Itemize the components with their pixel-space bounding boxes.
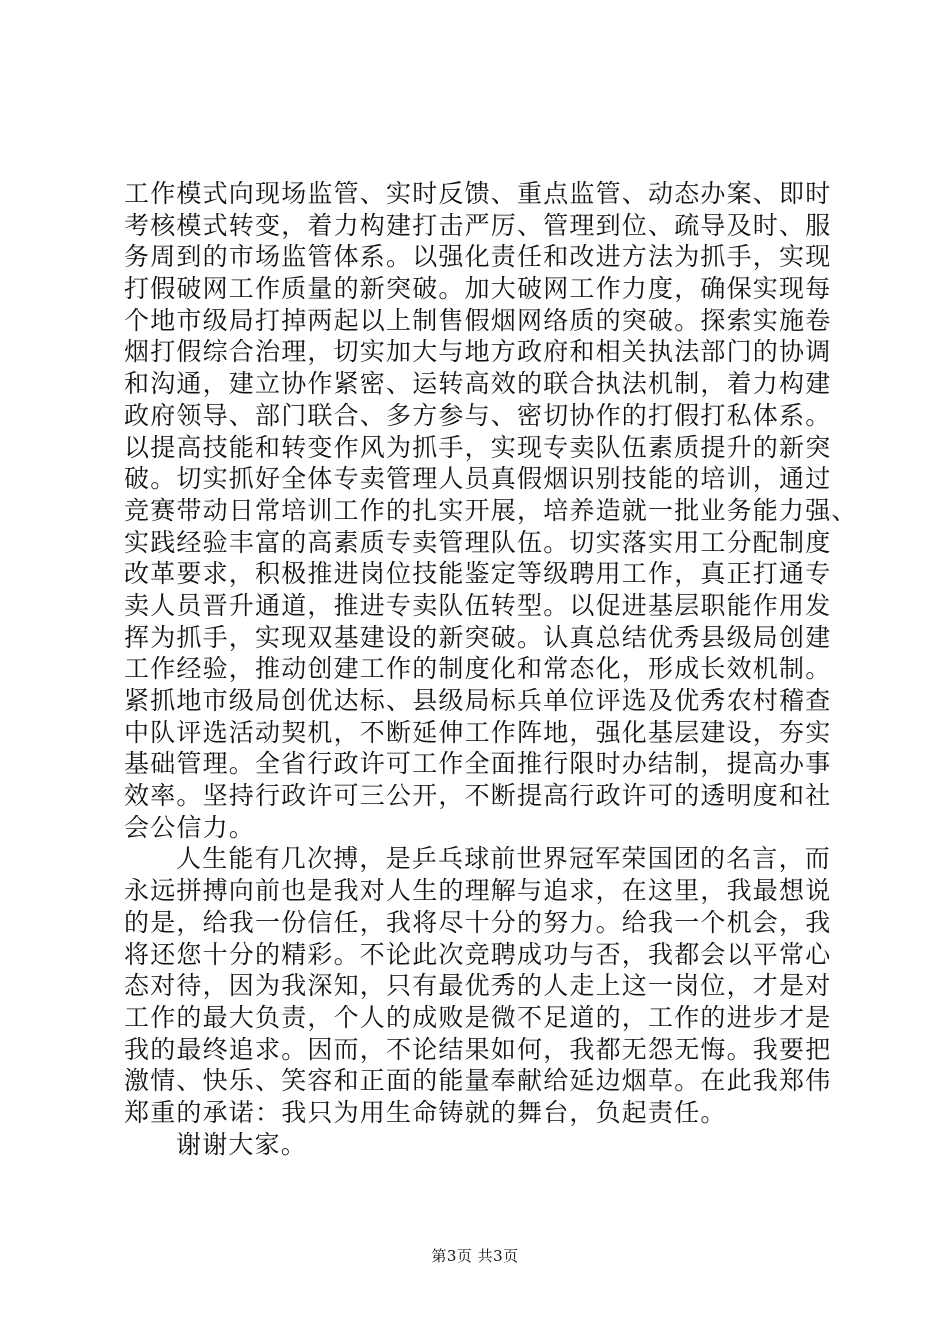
text-line: 将还您十分的精彩。不论此次竞聘成功与否，我都会以平常心 bbox=[124, 939, 832, 969]
text-line: 激情、快乐、笑容和正面的能量奉献给延边烟草。在此我郑伟 bbox=[124, 1066, 832, 1096]
text-line: 工作经验，推动创建工作的制度化和常态化，形成长效机制。 bbox=[124, 654, 832, 684]
text-line: 我的最终追求。因而，不论结果如何，我都无怨无悔。我要把 bbox=[124, 1034, 832, 1064]
text-line: 效率。坚持行政许可三公开，不断提高行政许可的透明度和社 bbox=[124, 781, 832, 811]
paragraph-first-line: 人生能有几次搏，是乒乓球前世界冠军荣国团的名言，而 bbox=[176, 844, 832, 874]
text-line: 竞赛带动日常培训工作的扎实开展，培养造就一批业务能力强、 bbox=[124, 495, 858, 525]
text-line: 考核模式转变，着力构建打击严厉、管理到位、疏导及时、服 bbox=[124, 210, 832, 240]
text-line: 永远拼搏向前也是我对人生的理解与追求，在这里，我最想说 bbox=[124, 876, 832, 906]
text-line: 态对待，因为我深知，只有最优秀的人走上这一岗位，才是对 bbox=[124, 971, 832, 1001]
body-text bbox=[124, 178, 858, 1160]
page-number-footer: 第3页 共3页 bbox=[431, 1247, 519, 1265]
text-line: 会公信力。 bbox=[124, 812, 256, 842]
text-line: 紧抓地市级局创优达标、县级局标兵单位评选及优秀农村稽查 bbox=[124, 686, 832, 715]
text-line: 中队评选活动契机，不断延伸工作阵地，强化基层建设，夯实 bbox=[124, 717, 832, 747]
text-line: 的是，给我一份信任，我将尽十分的努力。给我一个机会，我 bbox=[124, 907, 832, 937]
text-line: 工作模式向现场监管、实时反馈、重点监管、动态办案、即时 bbox=[124, 179, 832, 208]
text-line: 打假破网工作质量的新突破。加大破网工作力度，确保实现每 bbox=[124, 274, 832, 304]
text-line: 以提高技能和转变作风为抓手，实现专卖队伍素质提升的新突 bbox=[124, 432, 832, 462]
text-line: 烟打假综合治理，切实加大与地方政府和相关执法部门的协调 bbox=[124, 337, 832, 367]
text-line: 郑重的承诺：我只为用生命铸就的舞台，负起责任。 bbox=[124, 1097, 727, 1127]
text-line: 和沟通，建立协作紧密、运转高效的联合执法机制，着力构建 bbox=[124, 369, 832, 399]
text-line: 挥为抓手，实现双基建设的新突破。认真总结优秀县级局创建 bbox=[124, 622, 832, 652]
text-line: 工作的最大负责，个人的成败是微不足道的，工作的进步才是 bbox=[124, 1002, 832, 1032]
closing-line: 谢谢大家。 bbox=[176, 1129, 308, 1159]
text-line: 务周到的市场监管体系。以强化责任和改进方法为抓手，实现 bbox=[124, 242, 832, 272]
text-line: 改革要求，积极推进岗位技能鉴定等级聘用工作，真正打通专 bbox=[124, 559, 832, 589]
text-line: 实践经验丰富的高素质专卖管理队伍。切实落实用工分配制度 bbox=[124, 527, 832, 557]
text-line: 个地市级局打掉两起以上制售假烟网络质的突破。探索实施卷 bbox=[124, 305, 832, 335]
text-line: 卖人员晋升通道，推进专卖队伍转型。以促进基层职能作用发 bbox=[124, 590, 832, 620]
text-line: 破。切实抓好全体专卖管理人员真假烟识别技能的培训，通过 bbox=[124, 464, 832, 494]
text-line: 政府领导、部门联合、多方参与、密切协作的打假打私体系。 bbox=[124, 400, 832, 430]
text-line: 基础管理。全省行政许可工作全面推行限时办结制，提高办事 bbox=[124, 749, 832, 779]
